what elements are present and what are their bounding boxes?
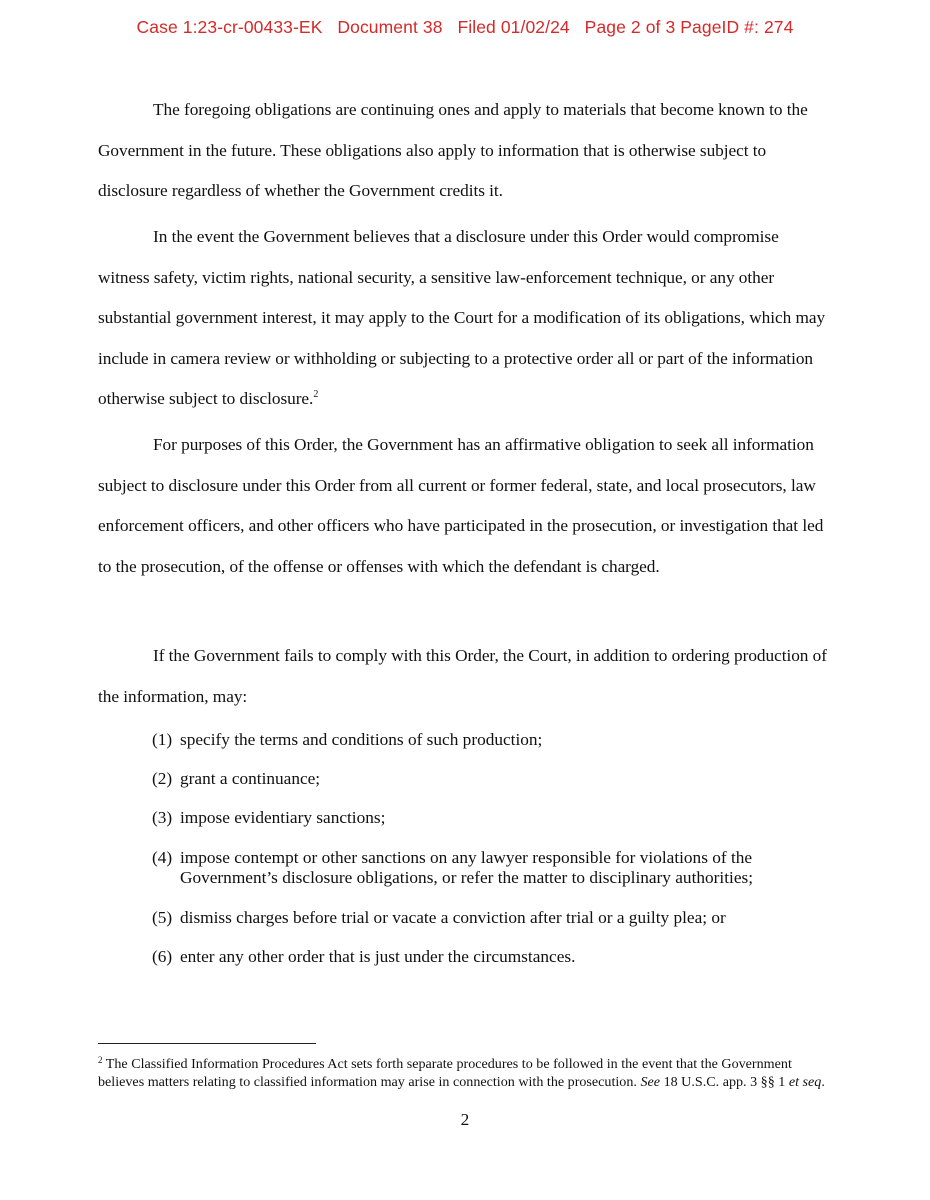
paragraph-2-text: In the event the Government believes that a disclosure under this Order would compromise witness safety, victim rights, national security, a sensitive law-enforcement technique, or any other substantial government interest, it may apply to the Court for a modification of its obligations, which may include in camera review or withholding or subjecting to a protective order all or part of the information otherwise subject to disclosure. (98, 227, 826, 408)
list-item-number: (6) (152, 947, 173, 966)
footnote (98, 1056, 834, 1091)
list-item-text: dismiss charges before trial or vacate a conviction after trial or a guilty plea; or (180, 908, 726, 927)
page-number: 2 (460, 1110, 470, 1129)
list-item (152, 769, 842, 789)
list-item-number: (1) (152, 730, 173, 749)
header-page-info: Page 2 of 3 PageID #: 274 (584, 17, 794, 37)
list-item-number: (3) (152, 808, 173, 827)
header-filed-date: Filed 01/02/24 (457, 17, 570, 37)
footnote-et-seq: et seq (788, 1073, 822, 1090)
list-item (152, 808, 842, 828)
footnote-reference: 2 (313, 389, 319, 400)
paragraph-2 (98, 217, 834, 420)
footnote-text: The Classified Information Procedures Act sets forth separate procedures to be followed in the event that the Government believes matters relating to classified information may arise in connection with the prosecution. (98, 1056, 792, 1090)
list-item (152, 908, 842, 928)
list-item-number: (5) (152, 908, 173, 927)
paragraph-1 (98, 90, 834, 212)
footnote-citation: 18 U.S.C. app. 3 §§ 1 (663, 1073, 786, 1090)
footnote-marker: 2 (98, 1055, 103, 1065)
header-case-number: Case 1:23-cr-00433-EK (136, 17, 323, 37)
paragraph-3-text: For purposes of this Order, the Government has an affirmative obligation to seek all information subject to disclosure under this Order from all current or former federal, state, and local prosecutors, law enforcement officers, and other officers who have participated in the prosecution, or investigation that led to the prosecution, of the offense or offenses with which the defendant is charged. (98, 435, 824, 576)
paragraph-1-text: The foregoing obligations are continuing ones and apply to materials that become known to the Government in the future. These obligations also apply to information that is otherwise subject to disclosure regardless of whether the Government credits it. (98, 100, 808, 200)
list-item (152, 947, 842, 967)
list-item-number: (4) (152, 848, 173, 867)
list-item-text: specify the terms and conditions of such production; (180, 730, 543, 749)
list-item (152, 730, 842, 750)
list-item-text: enter any other order that is just under the circumstances. (180, 947, 576, 966)
footnote-see: See (640, 1073, 661, 1090)
list-item-text: impose contempt or other sanctions on any lawyer responsible for violations of the Government’s disclosure obligations, or refer the matter to disciplinary authorities; (180, 848, 754, 887)
paragraph-3 (98, 425, 834, 587)
header-document-number: Document 38 (337, 17, 443, 37)
footnote-divider (98, 1043, 316, 1044)
list-item-text: impose evidentiary sanctions; (180, 808, 386, 827)
list-item-text: grant a continuance; (180, 769, 321, 788)
ecf-header (0, 17, 930, 38)
footnote-period: . (821, 1073, 825, 1090)
paragraph-4 (98, 636, 834, 717)
paragraph-4-text: If the Government fails to comply with this Order, the Court, in addition to ordering production of the information, may: (98, 646, 827, 706)
list-item-number: (2) (152, 769, 173, 788)
list-item (152, 848, 842, 888)
